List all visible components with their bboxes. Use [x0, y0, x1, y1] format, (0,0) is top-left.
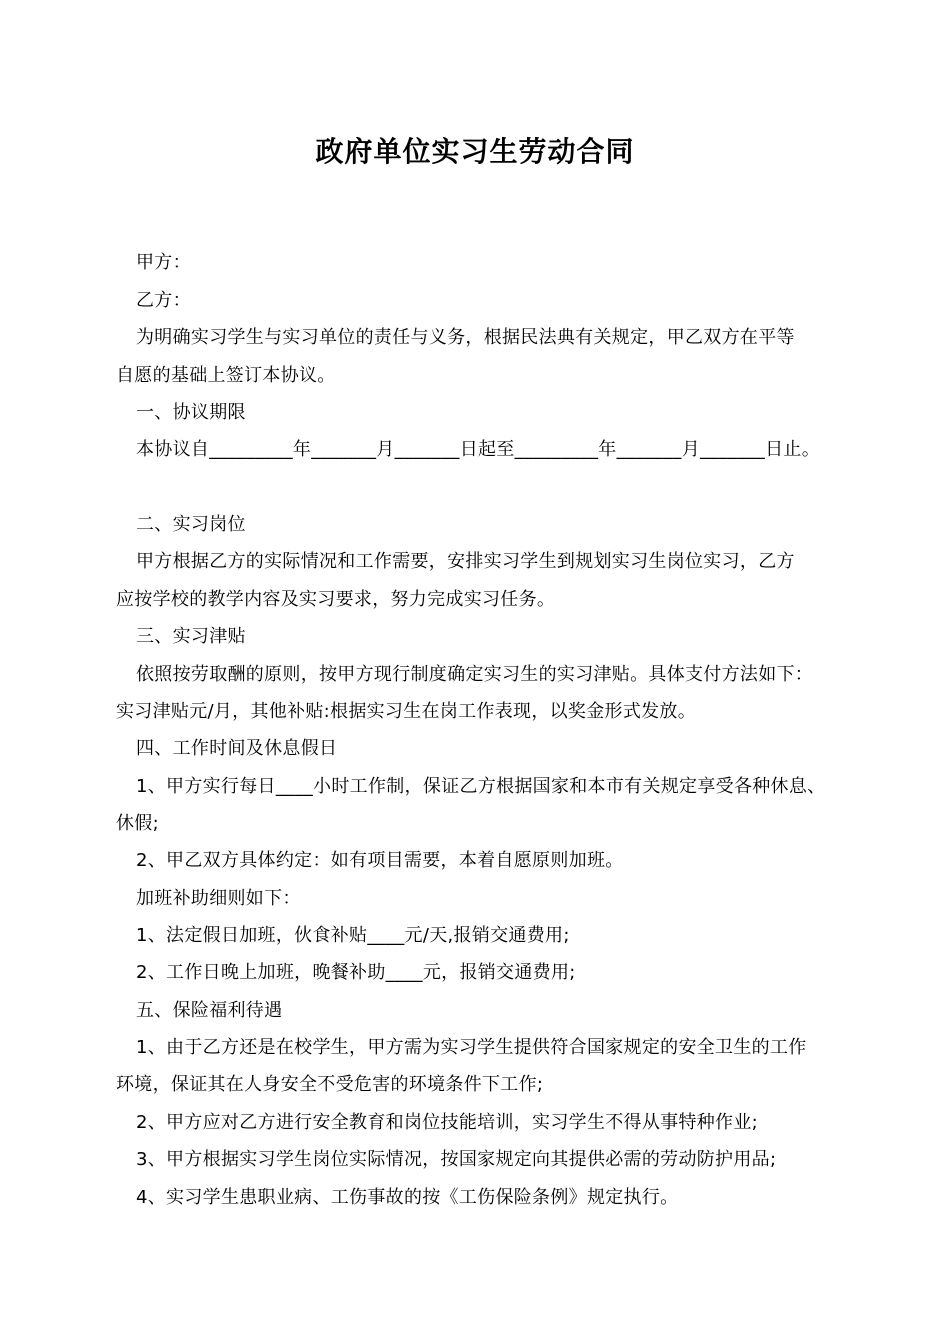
- position-line-1: 甲方根据乙方的实际情况和工作需要，安排实习学生到规划实习生岗位实习，乙方: [136, 551, 795, 572]
- insurance-item-4: 4、实习学生患职业病、工伤事故的按《工伤保险条例》规定执行。: [136, 1187, 679, 1208]
- allowance-line-1: 依照按劳取酬的原则，按甲方现行制度确定实习生的实习津贴。具体支付方法如下：: [136, 664, 814, 685]
- insurance-item-1-line-1: 1、由于乙方还是在校学生，甲方需为实习学生提供符合国家规定的安全卫生的工作: [136, 1037, 807, 1058]
- overtime-heading: 加班补助细则如下：: [136, 888, 301, 909]
- party-a-line: 甲方：: [136, 252, 191, 273]
- allowance-line-2: 实习津贴元/月，其他补贴:根据实习生在岗工作表现，以奖金形式发放。: [116, 701, 697, 722]
- overtime-item-2: 2、工作日晚上加班，晚餐补助____元，报销交通费用;: [136, 962, 576, 983]
- section-heading-term: 一、协议期限: [136, 402, 246, 423]
- term-line: 本协议自_________年_______月_______日起至_________年_______月_______日止。: [136, 439, 820, 460]
- preamble-line-2: 自愿的基础上签订本协议。: [116, 365, 336, 386]
- insurance-item-3: 3、甲方根据实习学生岗位实际情况，按国家规定向其提供必需的劳动防护用品;: [136, 1149, 777, 1170]
- hours-item-1-line-2: 休假;: [116, 813, 159, 834]
- position-line-2: 应按学校的教学内容及实习要求，努力完成实习任务。: [116, 589, 556, 610]
- document-title: 政府单位实习生劳动合同: [315, 135, 635, 168]
- insurance-item-1-line-2: 环境，保证其在人身安全不受危害的环境条件下工作;: [116, 1074, 544, 1095]
- section-heading-allowance: 三、实习津贴: [136, 626, 246, 647]
- hours-item-1-line-1: 1、甲方实行每日____小时工作制，保证乙方根据国家和本市有关规定享受各种休息、: [136, 776, 826, 797]
- party-b-line: 乙方：: [136, 290, 191, 311]
- section-heading-position: 二、实习岗位: [136, 514, 246, 535]
- section-heading-hours: 四、工作时间及休息假日: [136, 738, 338, 759]
- preamble-line-1: 为明确实习学生与实习单位的责任与义务，根据民法典有关规定，甲乙双方在平等: [136, 327, 795, 348]
- hours-item-2: 2、甲乙双方具体约定：如有项目需要，本着自愿原则加班。: [136, 850, 624, 871]
- overtime-item-1: 1、法定假日加班，伙食补贴____元/天,报销交通费用;: [136, 925, 570, 946]
- section-heading-insurance: 五、保险福利待遇: [136, 1000, 283, 1021]
- insurance-item-2: 2、甲方应对乙方进行安全教育和岗位技能培训，实习学生不得从事特种作业;: [136, 1112, 759, 1133]
